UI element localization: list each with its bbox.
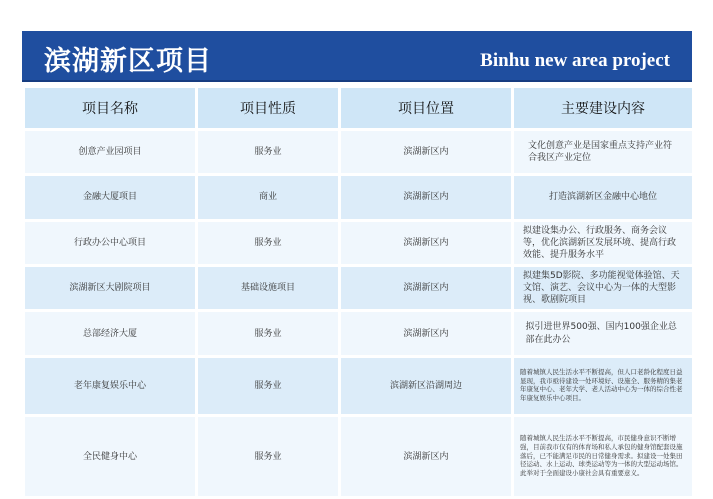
column-header-name: 项目名称 xyxy=(25,88,195,128)
cell-content xyxy=(514,358,692,414)
table-row xyxy=(25,222,692,264)
cell-location: 滨湖新区沿湖周边 xyxy=(341,358,511,414)
column-header-content: 主要建设内容 xyxy=(514,88,692,128)
column-header-location: 项目位置 xyxy=(341,88,511,128)
content-text: 拟建设集办公、行政服务、商务会议等，优化滨湖新区发展环境、提高行政效能、提升服务水平 xyxy=(523,225,677,260)
cell-type: 服务业 xyxy=(198,312,338,354)
project-table xyxy=(22,85,695,499)
cell-type: 服务业 xyxy=(198,417,338,496)
cell-content xyxy=(514,176,692,218)
content-text: 拟建集5D影院、多功能视觉体验馆、天文馆、演艺、会议中心为一体的大型影视、歌剧院项目 xyxy=(523,271,680,306)
title-banner xyxy=(22,31,692,82)
cell-content xyxy=(514,417,692,496)
cell-name: 创意产业园项目 xyxy=(25,131,195,173)
cell-location: 滨湖新区内 xyxy=(341,131,511,173)
cell-location: 滨湖新区内 xyxy=(341,417,511,496)
content-text: 随着城镇人民生活水平不断提高，但人口老龄化程度日益显现，我市亟待建设一处环境好、设施全、服务精的集老年康复中心、老年大学、老人活动中心为一体的综合性老年康复娱乐中心项目。 xyxy=(520,367,683,403)
cell-content xyxy=(514,312,692,354)
page-subtitle: Binhu new area project xyxy=(480,50,670,71)
content-text: 拟引进世界500强、国内100强企业总部在此办公 xyxy=(525,322,677,345)
cell-location: 滨湖新区内 xyxy=(341,176,511,218)
cell-content xyxy=(514,131,692,173)
content-text: 文化创意产业是国家重点支持产业符合我区产业定位 xyxy=(528,141,673,164)
cell-content xyxy=(514,222,692,264)
table-row xyxy=(25,417,692,496)
cell-name: 总部经济大厦 xyxy=(25,312,195,354)
cell-type: 服务业 xyxy=(198,131,338,173)
table-row xyxy=(25,176,692,218)
cell-type: 基础设施项目 xyxy=(198,267,338,309)
table-row xyxy=(25,312,692,354)
column-header-type: 项目性质 xyxy=(198,88,338,128)
cell-content xyxy=(514,267,692,309)
table-row xyxy=(25,358,692,414)
table-row xyxy=(25,267,692,309)
cell-name: 滨湖新区大剧院项目 xyxy=(25,267,195,309)
cell-name: 老年康复娱乐中心 xyxy=(25,358,195,414)
cell-name: 全民健身中心 xyxy=(25,417,195,496)
cell-type: 服务业 xyxy=(198,222,338,264)
cell-type: 服务业 xyxy=(198,358,338,414)
cell-name: 金融大厦项目 xyxy=(25,176,195,218)
table-row xyxy=(25,131,692,173)
cell-location: 滨湖新区内 xyxy=(341,312,511,354)
cell-type: 商业 xyxy=(198,176,338,218)
content-text: 打造滨湖新区金融中心地位 xyxy=(548,192,657,203)
cell-location: 滨湖新区内 xyxy=(341,267,511,309)
content-text: 随着城镇人民生活水平不断提高，市民健身意识不断增强，目前我市仅有的体育场和私人承包的健身馆配套设施落后，已不能满足市民的日常健身需求。拟建设一处集田径运动、水上运动、球类运动等为一体的大型运动场馆。此举对于全面建设小康社会具有重要意义。 xyxy=(520,434,683,478)
page-title: 滨湖新区项目 xyxy=(44,46,212,77)
cell-name: 行政办公中心项目 xyxy=(25,222,195,264)
cell-location: 滨湖新区内 xyxy=(341,222,511,264)
table-header-row xyxy=(25,88,692,128)
